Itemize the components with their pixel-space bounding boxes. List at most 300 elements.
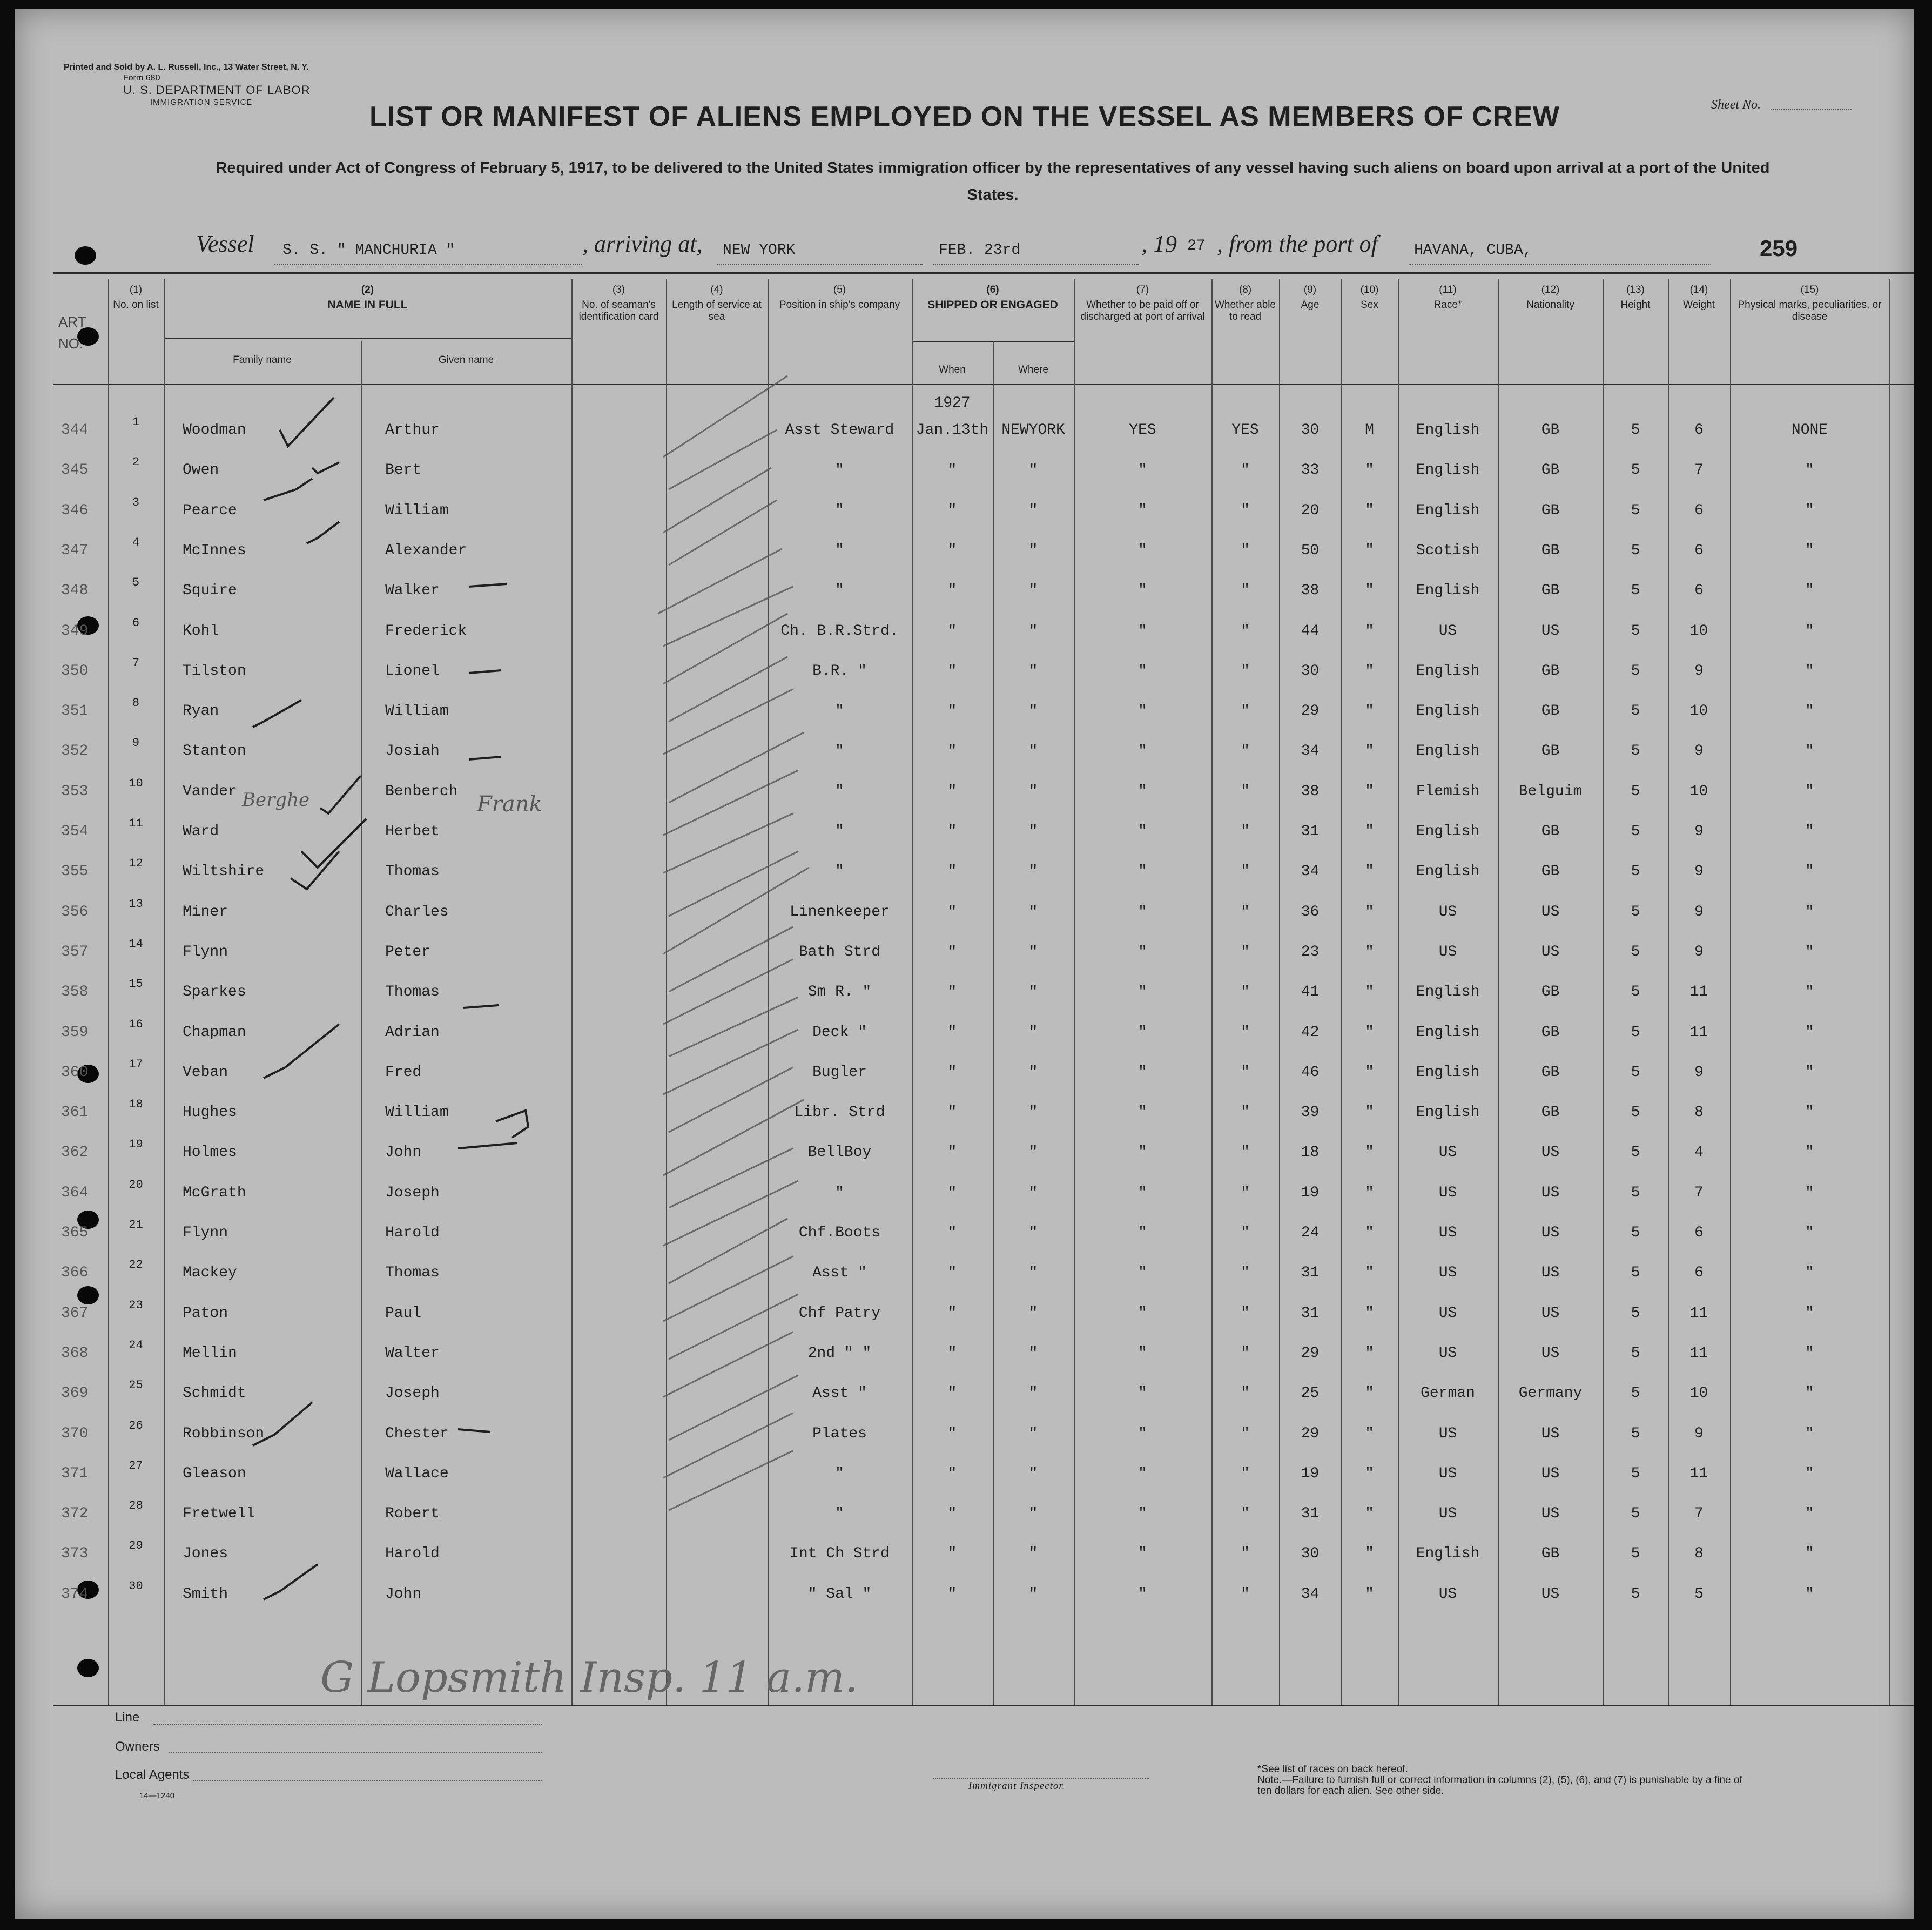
- paid-off-cell: ": [1138, 1585, 1147, 1603]
- when-cell: ": [947, 863, 957, 880]
- race-cell: English: [1416, 462, 1480, 479]
- where-cell: ": [1028, 1344, 1038, 1362]
- race-cell: English: [1416, 1545, 1480, 1563]
- list-no-cell: 22: [129, 1258, 143, 1272]
- paid-off-cell: ": [1138, 1505, 1147, 1523]
- able-to-read-cell: ": [1241, 943, 1250, 960]
- paid-off-cell: ": [1138, 1104, 1147, 1121]
- art-no-cell: 349: [61, 622, 89, 640]
- physical-marks-cell: ": [1805, 743, 1814, 760]
- nationality-cell: US: [1541, 1344, 1560, 1362]
- paid-off-cell: ": [1138, 582, 1147, 600]
- art-no-cell: 357: [61, 943, 89, 960]
- local-agents-label: Local Agents: [115, 1767, 190, 1782]
- physical-marks-cell: ": [1805, 703, 1814, 720]
- position-cell: Int Ch Strd: [790, 1545, 890, 1563]
- age-cell: 41: [1301, 984, 1320, 1001]
- where-cell: ": [1028, 622, 1038, 640]
- family-name-cell: Flynn: [183, 943, 228, 960]
- sex-cell: ": [1365, 1104, 1374, 1121]
- given-name-cell: William: [385, 502, 449, 519]
- family-name-cell: Flynn: [183, 1225, 228, 1241]
- list-no-cell: 14: [129, 937, 143, 951]
- height-cell: 5: [1631, 1064, 1640, 1081]
- paid-off-cell: ": [1138, 703, 1147, 720]
- sex-cell: ": [1365, 1585, 1374, 1603]
- where-cell: ": [1028, 1465, 1038, 1482]
- art-no-cell: 352: [61, 743, 89, 760]
- nationality-cell: US: [1541, 1265, 1560, 1282]
- punch-hole: [77, 1659, 99, 1677]
- sex-cell: ": [1365, 823, 1374, 840]
- position-cell: ": [835, 1184, 844, 1201]
- given-name-cell: Frederick: [385, 622, 467, 640]
- given-name-cell: Arthur: [385, 422, 440, 439]
- race-cell: US: [1438, 1465, 1457, 1482]
- nationality-cell: US: [1541, 1585, 1560, 1603]
- race-cell: Scotish: [1416, 542, 1480, 559]
- table-bottom-rule: [53, 1705, 1914, 1706]
- height-cell: 5: [1631, 1265, 1640, 1282]
- age-cell: 36: [1301, 903, 1320, 920]
- where-cell: ": [1028, 662, 1038, 680]
- owners-label: Owners: [115, 1739, 160, 1754]
- col5-header: (5) Position in ship's company: [779, 284, 900, 311]
- where-cell: NEWYORK: [1001, 422, 1065, 439]
- physical-marks-cell: ": [1805, 1385, 1814, 1402]
- nationality-cell: GB: [1541, 462, 1560, 479]
- weight-cell: 9: [1694, 662, 1704, 680]
- art-no-cell: 366: [61, 1265, 89, 1282]
- col11-header: (11) Race*: [1433, 284, 1462, 311]
- age-cell: 24: [1301, 1225, 1320, 1241]
- list-no-cell: 12: [129, 857, 143, 871]
- race-cell: English: [1416, 582, 1480, 600]
- when-cell: ": [947, 743, 957, 760]
- weight-cell: 9: [1694, 943, 1704, 960]
- race-note: *See list of races on back hereof.: [1257, 1764, 1408, 1775]
- where-cell: ": [1028, 1385, 1038, 1402]
- able-to-read-cell: ": [1241, 1465, 1250, 1482]
- when-cell: ": [947, 1385, 957, 1402]
- physical-marks-cell: ": [1805, 1184, 1814, 1201]
- height-cell: 5: [1631, 1225, 1640, 1241]
- list-no-cell: 21: [129, 1218, 143, 1232]
- check-marks: [231, 376, 582, 1645]
- arriving-label: , arriving at,: [582, 231, 703, 257]
- race-cell: US: [1438, 1144, 1457, 1161]
- physical-marks-cell: ": [1805, 783, 1814, 800]
- when-cell: ": [947, 1505, 957, 1523]
- sex-cell: ": [1365, 1385, 1374, 1402]
- weight-cell: 11: [1689, 1465, 1708, 1482]
- able-to-read-cell: ": [1241, 984, 1250, 1001]
- sex-cell: ": [1365, 1225, 1374, 1241]
- department-name: U. S. DEPARTMENT OF LABOR: [123, 83, 311, 97]
- when-cell: ": [947, 1024, 957, 1041]
- paid-off-cell: ": [1138, 1385, 1147, 1402]
- when-cell: ": [947, 622, 957, 640]
- position-cell: B.R. ": [812, 662, 867, 680]
- position-cell: Linenkeeper: [790, 903, 890, 920]
- when-cell: ": [947, 943, 957, 960]
- position-cell: ": [835, 502, 844, 519]
- physical-marks-cell: ": [1805, 1024, 1814, 1041]
- able-to-read-cell: ": [1241, 1344, 1250, 1362]
- height-cell: 5: [1631, 1585, 1640, 1603]
- able-to-read-cell: ": [1241, 1304, 1250, 1322]
- physical-marks-cell: ": [1805, 1064, 1814, 1081]
- art-no-cell: 364: [61, 1184, 89, 1201]
- col9-header: (9) Age: [1301, 284, 1320, 311]
- given-name-cell: Paul: [385, 1304, 422, 1322]
- list-no-cell: 23: [129, 1298, 143, 1312]
- sex-cell: ": [1365, 1304, 1374, 1322]
- nationality-cell: GB: [1541, 703, 1560, 720]
- weight-cell: 10: [1689, 622, 1708, 640]
- list-no-cell: 15: [129, 977, 143, 991]
- age-cell: 30: [1301, 662, 1320, 680]
- height-cell: 5: [1631, 1425, 1640, 1442]
- race-cell: English: [1416, 1024, 1480, 1041]
- height-cell: 5: [1631, 1024, 1640, 1041]
- weight-cell: 10: [1689, 1385, 1708, 1402]
- race-cell: English: [1416, 823, 1480, 840]
- given-name-cell: Joseph: [385, 1385, 440, 1402]
- height-cell: 5: [1631, 903, 1640, 920]
- family-name-cell: Kohl: [183, 622, 219, 640]
- race-cell: US: [1438, 903, 1457, 920]
- sex-cell: ": [1365, 1465, 1374, 1482]
- age-cell: 33: [1301, 462, 1320, 479]
- family-name-cell: Pearce: [183, 502, 237, 519]
- art-no-cell: 360: [61, 1064, 89, 1081]
- vander-annotation: Berghe: [242, 789, 310, 811]
- able-to-read-cell: ": [1241, 662, 1250, 680]
- pencil-strokes: [652, 354, 847, 1683]
- position-cell: Asst ": [812, 1385, 867, 1402]
- when-cell: ": [947, 1104, 957, 1121]
- nationality-cell: US: [1541, 622, 1560, 640]
- age-cell: 23: [1301, 943, 1320, 960]
- height-cell: 5: [1631, 703, 1640, 720]
- given-name-cell: Peter: [385, 943, 431, 960]
- able-to-read-cell: ": [1241, 1545, 1250, 1563]
- height-cell: 5: [1631, 1545, 1640, 1563]
- position-cell: Deck ": [812, 1024, 867, 1041]
- race-cell: English: [1416, 1064, 1480, 1081]
- physical-marks-cell: ": [1805, 1465, 1814, 1482]
- sex-cell: ": [1365, 1265, 1374, 1282]
- paid-off-cell: ": [1138, 462, 1147, 479]
- vessel-line: [15, 230, 1914, 268]
- able-to-read-cell: ": [1241, 1024, 1250, 1041]
- weight-cell: 7: [1694, 1505, 1704, 1523]
- page-subtitle: Required under Act of Congress of February 5, 1917, to be delivered to the United States immigration officer by the representatives of any vessel having such aliens on board upon arrival at a port of the United States.: [216, 159, 1770, 204]
- art-no-cell: 354: [61, 823, 89, 840]
- weight-cell: 9: [1694, 903, 1704, 920]
- age-cell: 34: [1301, 743, 1320, 760]
- able-to-read-cell: ": [1241, 1585, 1250, 1603]
- nationality-cell: GB: [1541, 662, 1560, 680]
- able-to-read-cell: ": [1241, 823, 1250, 840]
- age-cell: 31: [1301, 823, 1320, 840]
- paid-off-cell: ": [1138, 1184, 1147, 1201]
- weight-cell: 6: [1694, 422, 1704, 439]
- physical-marks-cell: ": [1805, 1104, 1814, 1121]
- race-cell: US: [1438, 1225, 1457, 1241]
- height-cell: 5: [1631, 984, 1640, 1001]
- sex-cell: ": [1365, 542, 1374, 559]
- given-name-cell: Herbet: [385, 823, 440, 840]
- age-cell: 46: [1301, 1064, 1320, 1081]
- list-no-cell: 29: [129, 1539, 143, 1553]
- age-cell: 44: [1301, 622, 1320, 640]
- weight-cell: 6: [1694, 502, 1704, 519]
- age-cell: 39: [1301, 1104, 1320, 1121]
- manifest-sheet: [15, 9, 1914, 1919]
- when-cell: ": [947, 903, 957, 920]
- able-to-read-cell: ": [1241, 703, 1250, 720]
- physical-marks-cell: ": [1805, 1505, 1814, 1523]
- nationality-cell: US: [1541, 943, 1560, 960]
- given-name-cell: Walker: [385, 582, 440, 600]
- able-to-read-cell: ": [1241, 783, 1250, 800]
- from-value: HAVANA, CUBA,: [1414, 242, 1532, 259]
- height-cell: 5: [1631, 743, 1640, 760]
- age-cell: 30: [1301, 422, 1320, 439]
- position-cell: BellBoy: [807, 1144, 872, 1161]
- local-agents-blank: [193, 1780, 542, 1781]
- family-name-cell: Chapman: [183, 1024, 246, 1041]
- form-number: Form 680: [123, 73, 160, 83]
- where-cell: ": [1028, 1425, 1038, 1442]
- family-name-cell: Holmes: [183, 1144, 237, 1161]
- paid-off-cell: ": [1138, 863, 1147, 880]
- physical-marks-cell: ": [1805, 582, 1814, 600]
- weight-cell: 11: [1689, 1304, 1708, 1322]
- height-cell: 5: [1631, 1184, 1640, 1201]
- name-subheader-rule: [164, 338, 571, 339]
- paid-off-cell: ": [1138, 542, 1147, 559]
- age-cell: 38: [1301, 783, 1320, 800]
- when-cell: ": [947, 703, 957, 720]
- col-divider: [1889, 279, 1890, 1705]
- weight-cell: 8: [1694, 1104, 1704, 1121]
- family-name-cell: Jones: [183, 1545, 228, 1563]
- inspector-blank: [933, 1778, 1149, 1779]
- able-to-read-cell: ": [1241, 1385, 1250, 1402]
- height-cell: 5: [1631, 542, 1640, 559]
- given-name-cell: Thomas: [385, 984, 440, 1001]
- given-name-cell: Chester: [385, 1425, 449, 1442]
- family-name-cell: Woodman: [183, 422, 246, 439]
- family-name-cell: Veban: [183, 1064, 228, 1081]
- art-no-cell: 351: [61, 703, 89, 720]
- printer-credit: Printed and Sold by A. L. Russell, Inc., 13 Water Street, N. Y.: [64, 63, 309, 72]
- given-name-cell: Thomas: [385, 863, 440, 880]
- paid-off-cell: ": [1138, 622, 1147, 640]
- where-cell: ": [1028, 703, 1038, 720]
- given-name-cell: William: [385, 703, 449, 720]
- able-to-read-cell: ": [1241, 1505, 1250, 1523]
- col2-header: (2) NAME IN FULL: [327, 284, 408, 311]
- art-no-cell: 356: [61, 903, 89, 920]
- height-cell: 5: [1631, 1144, 1640, 1161]
- when-year: 1927: [934, 395, 971, 412]
- art-no-cell: 350: [61, 662, 89, 680]
- paid-off-cell: ": [1138, 1304, 1147, 1322]
- position-cell: Asst ": [812, 1265, 867, 1282]
- physical-marks-cell: ": [1805, 943, 1814, 960]
- height-cell: 5: [1631, 622, 1640, 640]
- physical-marks-cell: ": [1805, 502, 1814, 519]
- age-cell: 25: [1301, 1385, 1320, 1402]
- footer-notes: [1257, 1764, 1743, 1797]
- sex-cell: ": [1365, 984, 1374, 1001]
- weight-cell: 6: [1694, 582, 1704, 600]
- weight-cell: 7: [1694, 1184, 1704, 1201]
- given-name-cell: Thomas: [385, 1265, 440, 1282]
- paid-off-cell: ": [1138, 1225, 1147, 1241]
- age-cell: 31: [1301, 1265, 1320, 1282]
- family-name-cell: Fretwell: [183, 1505, 255, 1523]
- age-cell: 31: [1301, 1505, 1320, 1523]
- date-blank: [933, 264, 1139, 265]
- when-cell: ": [947, 1304, 957, 1322]
- when-cell: ": [947, 502, 957, 519]
- weight-cell: 7: [1694, 462, 1704, 479]
- physical-marks-cell: ": [1805, 1144, 1814, 1161]
- nationality-cell: GB: [1541, 502, 1560, 519]
- inspector-signature: G Lopsmith Insp. 11 a.m.: [320, 1653, 858, 1702]
- family-name-cell: Robbinson: [183, 1425, 265, 1442]
- position-cell: Chf Patry: [798, 1304, 881, 1322]
- able-to-read-cell: ": [1241, 1104, 1250, 1121]
- nationality-cell: US: [1541, 1304, 1560, 1322]
- sex-cell: ": [1365, 863, 1374, 880]
- art-no-cell: 371: [61, 1465, 89, 1482]
- list-no-cell: 17: [129, 1057, 143, 1071]
- race-cell: English: [1416, 984, 1480, 1001]
- when-cell: ": [947, 1184, 957, 1201]
- where-cell: ": [1028, 783, 1038, 800]
- where-cell: ": [1028, 984, 1038, 1001]
- physical-marks-cell: ": [1805, 823, 1814, 840]
- race-cell: US: [1438, 1265, 1457, 1282]
- race-cell: US: [1438, 1505, 1457, 1523]
- col-divider: [108, 279, 109, 1705]
- nationality-cell: GB: [1541, 823, 1560, 840]
- nationality-cell: GB: [1541, 984, 1560, 1001]
- race-cell: English: [1416, 502, 1480, 519]
- physical-marks-cell: ": [1805, 542, 1814, 559]
- nationality-cell: GB: [1541, 863, 1560, 880]
- arriving-value: NEW YORK: [723, 242, 796, 259]
- family-name-cell: Ward: [183, 823, 219, 840]
- race-cell: English: [1416, 1104, 1480, 1121]
- paid-off-cell: ": [1138, 1024, 1147, 1041]
- sex-cell: ": [1365, 1344, 1374, 1362]
- height-cell: 5: [1631, 462, 1640, 479]
- where-cell: ": [1028, 462, 1038, 479]
- col3-header: (3) No. of seaman's identification card: [578, 284, 659, 322]
- position-cell: Bugler: [812, 1064, 867, 1081]
- position-cell: 2nd " ": [807, 1344, 872, 1362]
- col6a-header: When: [939, 364, 966, 375]
- nationality-cell: GB: [1541, 1545, 1560, 1563]
- sex-cell: ": [1365, 903, 1374, 920]
- position-cell: ": [835, 863, 844, 880]
- art-no-cell: 367: [61, 1304, 89, 1322]
- weight-cell: 5: [1694, 1585, 1704, 1603]
- given-name-cell: Harold: [385, 1225, 440, 1241]
- race-cell: US: [1438, 1304, 1457, 1322]
- art-no-cell: 355: [61, 863, 89, 880]
- race-cell: English: [1416, 703, 1480, 720]
- when-cell: ": [947, 984, 957, 1001]
- race-cell: US: [1438, 1344, 1457, 1362]
- height-cell: 5: [1631, 823, 1640, 840]
- page-title: LIST OR MANIFEST OF ALIENS EMPLOYED ON THE VESSEL AS MEMBERS OF CREW: [369, 101, 1560, 132]
- race-cell: US: [1438, 622, 1457, 640]
- col1-header: (1) No. on list: [113, 284, 159, 311]
- nationality-cell: GB: [1541, 542, 1560, 559]
- when-cell: ": [947, 1585, 957, 1603]
- able-to-read-cell: ": [1241, 622, 1250, 640]
- race-cell: English: [1416, 662, 1480, 680]
- physical-marks-cell: ": [1805, 984, 1814, 1001]
- when-cell: ": [947, 462, 957, 479]
- list-no-cell: 1: [132, 415, 140, 429]
- able-to-read-cell: ": [1241, 542, 1250, 559]
- paid-off-cell: ": [1138, 502, 1147, 519]
- col6-header: (6) SHIPPED OR ENGAGED: [927, 284, 1058, 311]
- paid-off-cell: ": [1138, 1344, 1147, 1362]
- sex-cell: ": [1365, 1425, 1374, 1442]
- family-name-cell: Paton: [183, 1304, 228, 1322]
- physical-marks-cell: ": [1805, 1265, 1814, 1282]
- list-no-cell: 8: [132, 696, 140, 710]
- sex-cell: ": [1365, 943, 1374, 960]
- sex-cell: ": [1365, 582, 1374, 600]
- position-cell: ": [835, 703, 844, 720]
- art-no-cell: 348: [61, 582, 89, 600]
- position-cell: ": [835, 462, 844, 479]
- art-no-cell: 362: [61, 1144, 89, 1161]
- col6b-header: Where: [1018, 364, 1048, 375]
- col2a-header: Family name: [233, 354, 292, 366]
- nationality-cell: US: [1541, 1425, 1560, 1442]
- art-no-cell: 347: [61, 542, 89, 559]
- list-no-cell: 6: [132, 616, 140, 630]
- height-cell: 5: [1631, 863, 1640, 880]
- position-cell: ": [835, 582, 844, 600]
- able-to-read-cell: ": [1241, 1064, 1250, 1081]
- physical-marks-cell: ": [1805, 1344, 1814, 1362]
- when-cell: ": [947, 1225, 957, 1241]
- where-cell: ": [1028, 943, 1038, 960]
- given-name-cell: Benberch: [385, 783, 458, 800]
- able-to-read-cell: ": [1241, 903, 1250, 920]
- physical-marks-cell: NONE: [1791, 422, 1828, 439]
- list-no-cell: 26: [129, 1418, 143, 1433]
- where-cell: ": [1028, 1184, 1038, 1201]
- race-cell: English: [1416, 863, 1480, 880]
- art-no-cell: 345: [61, 462, 89, 479]
- sex-cell: ": [1365, 662, 1374, 680]
- weight-cell: 9: [1694, 863, 1704, 880]
